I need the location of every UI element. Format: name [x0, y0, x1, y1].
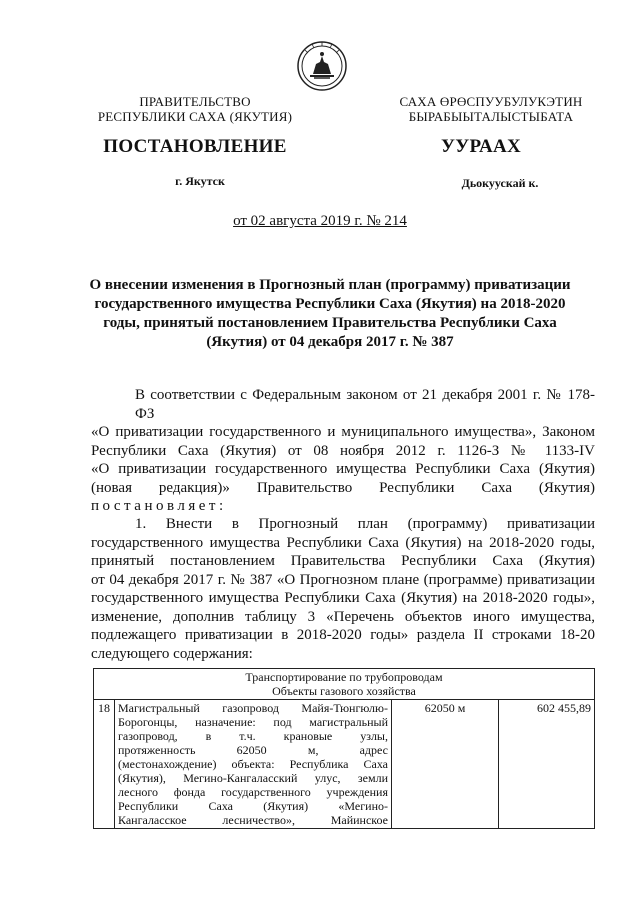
text-line: «О приватизации государственного и муниципального имущества», Законом [91, 424, 595, 440]
title-line: государственного имущества Республики Саха (Якутия) на 2018-2020 [94, 296, 566, 312]
text-line: (новая редакция)» Правительство Республики Саха (Якутия) [91, 479, 595, 496]
text-line: государственного имущества Республики Саха (Якутия) на 2018-2020 годы, [91, 534, 595, 551]
desc-line: (Якутия), Мегино-Кангаласский улус, земли [118, 771, 388, 785]
text-line: от 04 декабря 2017 г. № 387 «О Прогнозном плане (программе) приватизации [91, 571, 595, 588]
row-length: 62050 м [392, 700, 499, 829]
row-value: 602 455,89 [499, 700, 595, 829]
text-line: «О приватизации государственного имущества Республики Саха (Якутия) [91, 461, 595, 477]
text-line: 1. Внести в Прогнозный план (программу) приватизации [135, 516, 595, 532]
desc-line: протяженность 62050 м, адрес [118, 743, 388, 757]
text-line: следующего содержания: [91, 645, 253, 662]
document-title [70, 276, 590, 352]
text-line: Республики Саха (Якутия) от 08 ноября 2012 г. 1126-З № 1133-IV [91, 442, 595, 459]
row-description [115, 700, 392, 829]
doc-type-title: ПОСТАНОВЛЕНИЕ [103, 136, 287, 157]
decree-date-number: от 02 августа 2019 г. № 214 [233, 213, 407, 229]
table-section-header [94, 669, 595, 700]
title-line: О внесении изменения в Прогнозный план (программу) приватизации [89, 277, 571, 293]
text-line: государственного имущества Республики Саха (Якутия) на 2018-2020 годы», [91, 590, 595, 606]
desc-line: Республики Саха (Якутия) «Мегино- [118, 799, 388, 813]
text-line: В соответствии с Федеральным законом от 21 декабря 2001 г. № 178-ФЗ [135, 387, 595, 422]
text-line: принятый постановлением Правительства Республики Саха (Якутия) [91, 553, 595, 569]
header-left-line2: РЕСПУБЛИКИ САХА (ЯКУТИЯ) [97, 109, 293, 124]
title-line: (Якутия) от 04 декабря 2017 г. № 387 [206, 334, 454, 350]
header-right-line2: БЫРАБЫЫТАЛЫСТЫБАТА [408, 109, 574, 124]
desc-line: лесного фонда государственного учреждения [118, 785, 388, 799]
section-line2: Объекты газового хозяйства [272, 684, 416, 698]
title-line: годы, принятый постановлением Правительства Республики Саха [103, 315, 557, 331]
header-right-line1: САХА ӨРӨСПУУБУЛУКЭТИН [399, 94, 583, 109]
desc-line: Магистральный газопровод Майя-Тюнгюлю- [118, 701, 388, 715]
desc-line: Борогонцы, назначение: под магистральный [118, 715, 388, 729]
header-right [376, 94, 606, 124]
section-line1: Транспортирование по трубопроводам [245, 670, 443, 684]
doc-type-title-yakut: УУРААХ [440, 136, 522, 157]
header-left-line1: ПРАВИТЕЛЬСТВО [139, 94, 251, 109]
desc-line: Кангаласское лесничество», Майинское [118, 813, 388, 827]
paragraph-preamble [91, 386, 595, 516]
desc-line: (местонахождение) объекта: Республика Саха [118, 757, 388, 771]
privatization-table [93, 668, 595, 829]
row-number: 18 [94, 700, 115, 829]
header-left [80, 94, 310, 124]
paragraph-item-1 [91, 515, 595, 663]
resolution-word: постановляет: [91, 498, 227, 514]
city-right: Дьокуускай к. [461, 176, 539, 190]
section-cell [94, 669, 595, 700]
table-row [94, 700, 595, 829]
desc-line: газопровод, в т.ч. крановые узлы, [118, 729, 388, 743]
coat-of-arms-icon [296, 40, 348, 97]
city-left: г. Якутск [175, 174, 225, 188]
text-line: подлежащего приватизации в 2018-2020 годы» раздела II строками 18-20 [91, 627, 595, 643]
text-line: изменение, дополнив таблицу 3 «Перечень объектов иного имущества, [91, 608, 595, 625]
